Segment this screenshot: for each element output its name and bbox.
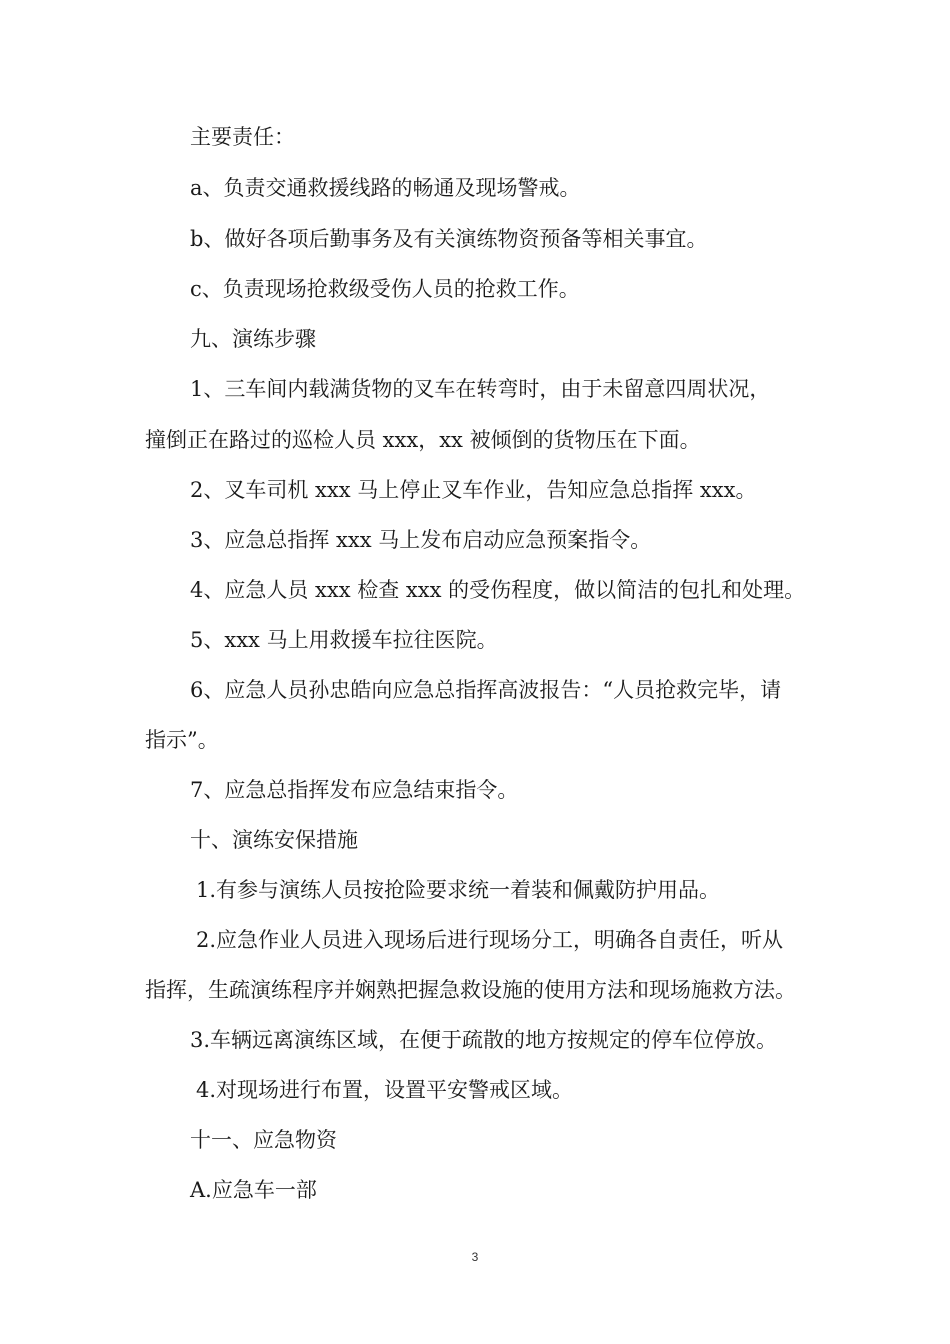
text-line: 1.有参与演练人员按抢险要求统一着装和佩戴防护用品。 bbox=[196, 878, 721, 902]
text-line: 4、应急人员 xxx 检查 xxx 的受伤程度，做以简洁的包扎和处理。 bbox=[190, 578, 806, 602]
text-line: A.应急车一部 bbox=[190, 1178, 317, 1202]
text-line: 5、xxx 马上用救援车拉往医院。 bbox=[190, 628, 498, 652]
text-line: 3、应急总指挥 xxx 马上发布启动应急预案指令。 bbox=[190, 528, 652, 552]
text-line: 主要责任： bbox=[190, 125, 295, 149]
section-heading: 九、演练步骤 bbox=[190, 327, 316, 351]
text-line: 2、叉车司机 xxx 马上停止叉车作业，告知应急总指挥 xxx。 bbox=[190, 478, 757, 502]
text-line: 撞倒正在路过的巡检人员 xxx，xx 被倾倒的货物压在下面。 bbox=[145, 428, 701, 452]
section-heading: 十、演练安保措施 bbox=[190, 828, 358, 852]
text-line: a、负责交通救援线路的畅通及现场警戒。 bbox=[190, 176, 581, 200]
page-number: 3 bbox=[471, 1250, 479, 1264]
text-line: 1、三车间内载满货物的叉车在转弯时，由于未留意四周状况， bbox=[190, 377, 771, 401]
text-line: 2.应急作业人员进入现场后进行现场分工，明确各自责任，听从 bbox=[196, 928, 784, 952]
text-line: c、负责现场抢救级受伤人员的抢救工作。 bbox=[190, 277, 580, 301]
text-line: b、做好各项后勤事务及有关演练物资预备等相关事宜。 bbox=[190, 227, 708, 251]
text-line: 指挥，生疏演练程序并娴熟把握急救设施的使用方法和现场施救方法。 bbox=[145, 978, 796, 1002]
text-line: 指示”。 bbox=[145, 728, 219, 752]
text-line: 3.车辆远离演练区域，在便于疏散的地方按规定的停车位停放。 bbox=[190, 1028, 778, 1052]
text-line: 4.对现场进行布置，设置平安警戒区域。 bbox=[196, 1078, 574, 1102]
text-line: 6、应急人员孙忠皓向应急总指挥高波报告：“人员抢救完毕，请 bbox=[190, 678, 782, 702]
text-line: 7、应急总指挥发布应急结束指令。 bbox=[190, 778, 519, 802]
section-heading: 十一、应急物资 bbox=[190, 1128, 337, 1152]
